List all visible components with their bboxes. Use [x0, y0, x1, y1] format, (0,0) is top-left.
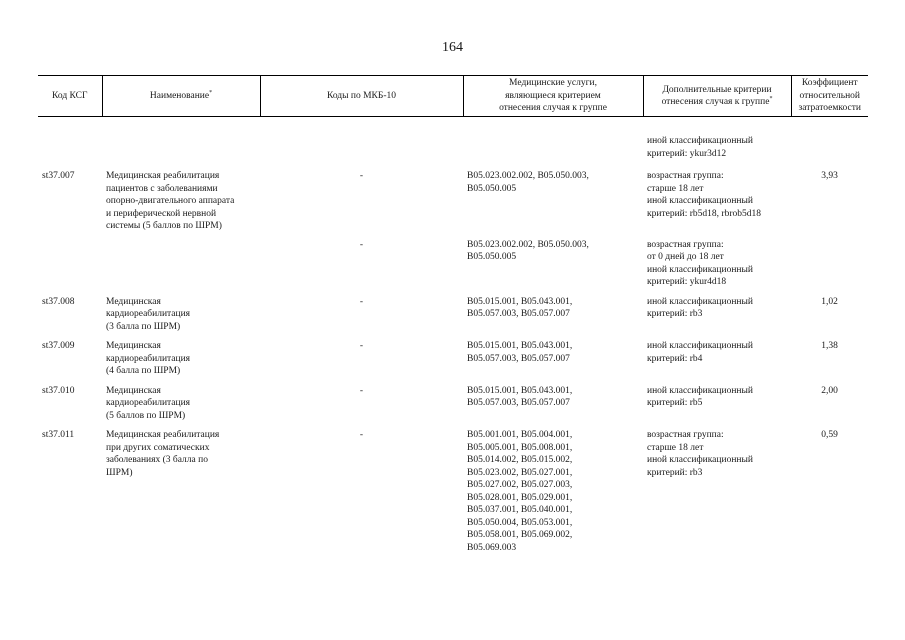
cell-line: Медицинская	[106, 341, 161, 351]
table-row	[38, 160, 868, 233]
cell-services	[463, 117, 643, 161]
cell-line: (5 баллов по ШРМ)	[106, 410, 186, 421]
cell-coef	[791, 233, 868, 289]
cell-line: B05.050.004, B05.053.001,	[467, 517, 573, 528]
cell-line: B05.023.002.002, B05.050.003,	[467, 171, 589, 181]
header-criteria: Дополнительные критерии отнесения случая к группе*	[643, 76, 791, 117]
cell-line: критерий: rb5d18, rbrob5d18	[647, 208, 761, 219]
cell-coef	[791, 378, 868, 423]
cell-line: B05.015.001, B05.043.001,	[467, 341, 573, 351]
cell-line: B05.050.005	[467, 252, 517, 262]
cell-line: иной классификационный	[647, 196, 753, 206]
cell-line: возрастная группа:	[647, 171, 724, 181]
cell-coef	[791, 160, 868, 233]
cell-text: 1,38	[821, 341, 838, 351]
cell-text: 2,00	[821, 385, 838, 396]
cell-line: B05.057.003, B05.057.007	[467, 398, 570, 408]
cell-criteria	[643, 378, 791, 423]
cell-line: B05.027.002, B05.027.003,	[467, 480, 573, 490]
cell-line: кардиореабилитация	[106, 398, 191, 408]
cell-line: критерий: rb5	[647, 398, 703, 408]
cell-coef	[791, 117, 868, 161]
cell-line: B05.058.001, B05.069.002,	[467, 530, 573, 540]
cell-line: опорно-двигательного аппарата	[106, 196, 235, 206]
cell-criteria	[643, 233, 791, 289]
table-row	[38, 422, 868, 554]
cell-line: B05.037.001, B05.040.001,	[467, 505, 573, 515]
header-mkb: Коды по МКБ-10	[260, 76, 463, 117]
cell-line: иной классификационный	[647, 455, 753, 465]
header-name: Наименование*	[102, 76, 260, 117]
cell-coef	[791, 289, 868, 334]
cell-criteria	[643, 422, 791, 554]
table-row	[38, 333, 868, 378]
cell-line: иной классификационный	[647, 296, 753, 307]
cell-services	[463, 333, 643, 378]
cell-line: Медицинская реабилитация	[106, 171, 220, 181]
cell-code	[38, 160, 102, 233]
cell-mkb	[260, 378, 463, 423]
cell-line: B05.023.002.002, B05.050.003,	[467, 239, 589, 250]
cell-name	[102, 378, 260, 423]
cell-line: B05.028.001, B05.029.001,	[467, 492, 573, 503]
cell-coef	[791, 333, 868, 378]
cell-name	[102, 233, 260, 289]
table-row	[38, 233, 868, 289]
cell-line: ШРМ)	[106, 467, 133, 478]
cell-text: st37.007	[42, 171, 75, 181]
table-row	[38, 289, 868, 334]
cell-text: st37.011	[42, 430, 75, 440]
cell-mkb	[260, 289, 463, 334]
cell-criteria	[643, 160, 791, 233]
cell-name	[102, 422, 260, 554]
cell-line: пациентов с заболеваниями	[106, 183, 218, 194]
cell-criteria	[643, 333, 791, 378]
cell-name	[102, 333, 260, 378]
table-row	[38, 117, 868, 161]
cell-text: -	[359, 239, 364, 250]
cell-mkb	[260, 422, 463, 554]
cell-text: st37.010	[42, 385, 75, 396]
cell-services	[463, 289, 643, 334]
cell-criteria	[643, 289, 791, 334]
cell-code	[38, 289, 102, 334]
cell-code	[38, 333, 102, 378]
cell-line: B05.069.003	[467, 542, 517, 553]
cell-line: критерий: rb4	[647, 353, 703, 364]
cell-services	[463, 378, 643, 423]
cell-line: B05.050.005	[467, 183, 517, 194]
cell-services	[463, 160, 643, 233]
cell-line: Медицинская	[106, 296, 161, 307]
cell-code	[38, 422, 102, 554]
cell-line: и периферической нервной	[106, 208, 217, 219]
cell-line: B05.005.001, B05.008.001,	[467, 442, 573, 453]
ksg-table	[38, 75, 868, 554]
cell-text: -	[359, 430, 364, 440]
cell-line: B05.015.001, B05.043.001,	[467, 385, 573, 396]
cell-line: возрастная группа:	[647, 430, 724, 440]
cell-line: (4 балла по ШРМ)	[106, 366, 181, 376]
cell-criteria	[643, 117, 791, 161]
cell-text: -	[359, 296, 364, 307]
cell-text: 0,59	[821, 430, 838, 440]
cell-line: кардиореабилитация	[106, 353, 191, 364]
cell-line: иной классификационный	[647, 264, 753, 275]
cell-code	[38, 233, 102, 289]
cell-line: B05.023.002, B05.027.001,	[467, 467, 573, 478]
cell-services	[463, 422, 643, 554]
cell-line: B05.057.003, B05.057.007	[467, 353, 570, 364]
cell-text: st37.009	[42, 341, 75, 351]
cell-line: B05.001.001, B05.004.001,	[467, 430, 573, 440]
cell-services	[463, 233, 643, 289]
cell-line: критерий: ykur4d18	[647, 277, 727, 287]
cell-line: Медицинская	[106, 385, 161, 396]
cell-line: старше 18 лет	[647, 442, 704, 453]
cell-line: при других соматических	[106, 442, 210, 453]
cell-name	[102, 289, 260, 334]
cell-line: иной классификационный	[647, 341, 753, 351]
cell-name	[102, 117, 260, 161]
header-coef: Коэффициент относительной затратоемкости	[791, 76, 868, 117]
header-services: Медицинские услуги, являющиеся критерием отнесения случая к группе	[463, 76, 643, 117]
cell-mkb	[260, 233, 463, 289]
cell-text: -	[359, 171, 364, 181]
cell-text: -	[359, 341, 364, 351]
cell-line: возрастная группа:	[647, 239, 724, 250]
cell-name	[102, 160, 260, 233]
cell-line: кардиореабилитация	[106, 309, 191, 319]
cell-line: (3 балла по ШРМ)	[106, 321, 181, 332]
cell-line: системы (5 баллов по ШРМ)	[106, 221, 222, 231]
cell-coef	[791, 422, 868, 554]
cell-line: заболеваниях (3 балла по	[106, 455, 208, 465]
cell-text: -	[359, 385, 364, 396]
cell-mkb	[260, 160, 463, 233]
header-code: Код КСГ	[38, 76, 102, 117]
cell-code	[38, 378, 102, 423]
cell-line: критерий: rb3	[647, 467, 703, 478]
cell-line: иной классификационный	[647, 385, 753, 396]
cell-line: B05.015.001, B05.043.001,	[467, 296, 573, 307]
cell-line: от 0 дней до 18 лет	[647, 252, 724, 262]
table-row	[38, 378, 868, 423]
cell-line: Медицинская реабилитация	[106, 430, 220, 440]
cell-mkb	[260, 333, 463, 378]
cell-mkb	[260, 117, 463, 161]
cell-text: st37.008	[42, 296, 75, 307]
cell-line: B05.057.003, B05.057.007	[467, 309, 570, 319]
cell-line: иной классификационный	[647, 136, 753, 146]
table-header-row	[38, 76, 868, 117]
cell-line: критерий: rb3	[647, 309, 703, 319]
cell-text: 1,02	[821, 296, 838, 307]
cell-code	[38, 117, 102, 161]
page-number: 164	[442, 40, 463, 55]
cell-text: 3,93	[821, 171, 838, 181]
cell-line: старше 18 лет	[647, 183, 704, 194]
cell-line: критерий: ykur3d12	[647, 148, 727, 159]
cell-line: B05.014.002, B05.015.002,	[467, 455, 573, 465]
